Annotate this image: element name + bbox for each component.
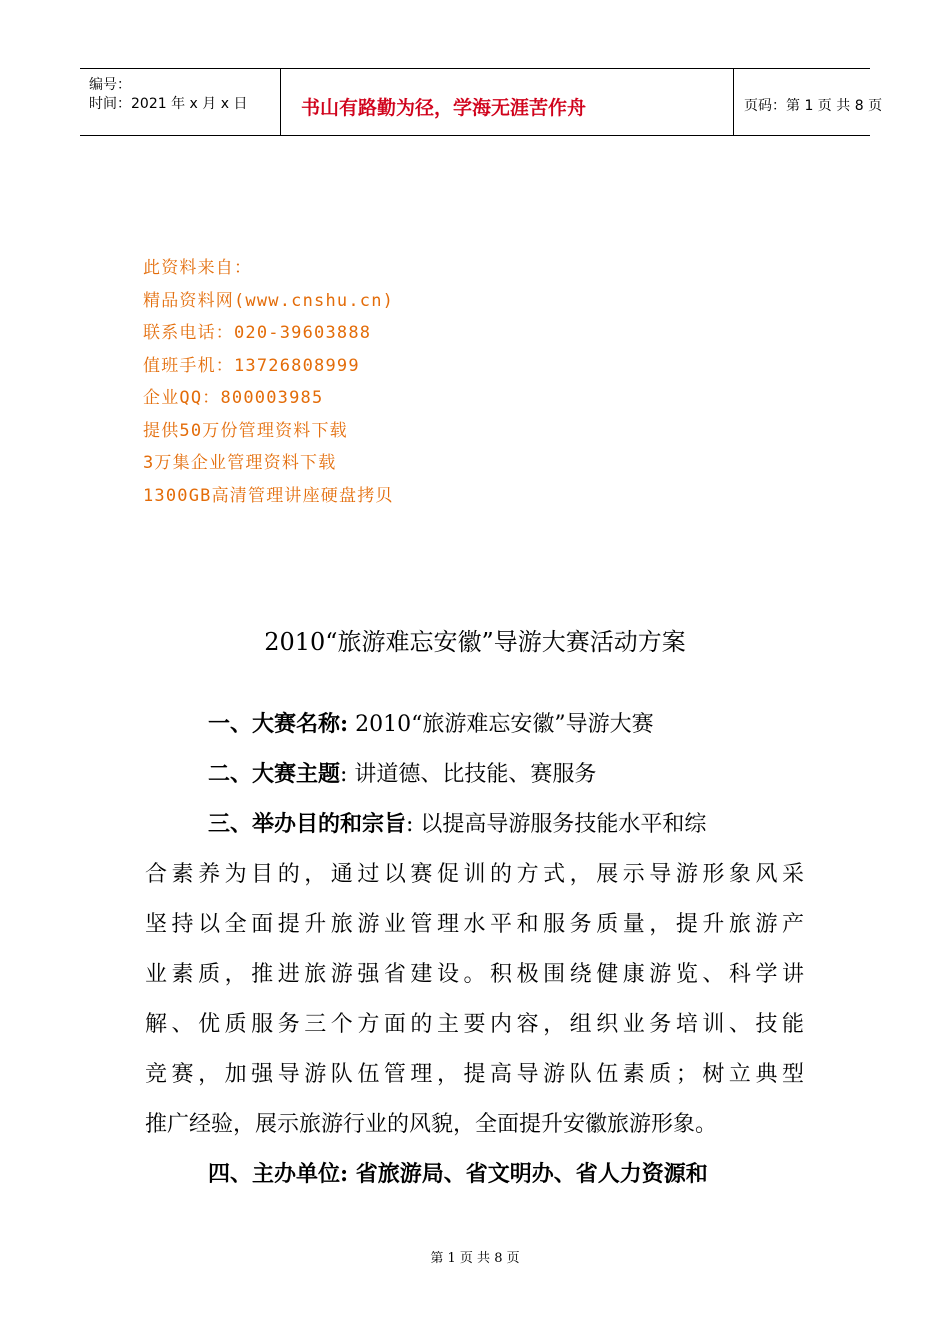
section-text: : 讲道德、比技能、赛服务 [340,762,597,787]
header-right-cell [734,69,883,135]
page-footer: 第 1 页 共 8 页 [430,1251,520,1266]
paragraph-line: 解、优质服务三个方面的主要内容，组织业务培训、技能 [145,1012,804,1037]
section-text: 2010“旅游难忘安徽”导游大赛 [348,712,654,737]
source-line-mobile: 值班手机：13726808999 [143,355,360,376]
source-line-offer-1: 提供50万份管理资料下载 [143,420,348,441]
source-info-block [143,252,394,512]
source-line-phone: 联系电话：020-39603888 [143,323,372,343]
source-line-website: 精品资料网(www.cnshu.cn) [143,290,395,311]
paragraph-line: 推广经验，展示旅游行业的风貌，全面提升安徽旅游形象。 [145,1112,718,1137]
header-table [80,68,883,136]
source-line-origin: 此资料来自： [143,258,253,278]
section-heading: 三、举办目的和宗旨 [208,811,407,837]
document-title: 2010“旅游难忘安徽”导游大赛活动方案 [264,628,686,656]
paragraph-line: 业素质，推进旅游强省建设。积极围绕健康游览、科学讲 [145,962,804,987]
header-middle-cell [281,69,734,135]
paragraph-line: 竞赛，加强导游队伍管理，提高导游队伍素质；树立典型 [145,1062,804,1087]
paragraph-line: 坚持以全面提升旅游业管理水平和服务质量，提升旅游产 [145,912,804,937]
document-code-label: 编号： [89,77,131,93]
paragraph-line: 合素养为目的，通过以赛促训的方式，展示导游形象风采 [145,862,804,887]
source-line-qq: 企业QQ：800003985 [143,388,324,408]
section-heading: 一、大赛名称: [208,711,349,737]
section-contest-name [208,707,654,738]
section-text: : 以提高导游服务技能水平和综 [406,812,707,837]
source-line-offer-2: 3万集企业管理资料下载 [143,453,337,473]
section-heading: 二、大赛主题 [208,761,341,787]
header-page-number: 页码：第 1 页 共 8 页 [744,98,883,114]
section-text: 省旅游局、省文明办、省人力资源和 [348,1161,708,1187]
section-contest-theme [208,757,596,788]
header-motto: 书山有路勤为径，学海无涯苦作舟 [301,97,587,119]
section-organizers [208,1157,708,1188]
section-heading: 四、主办单位: [208,1161,349,1187]
source-line-offer-3: 1300GB高清管理讲座硬盘拷贝 [143,485,394,506]
header-left-cell [80,69,281,135]
document-time-label: 时间：2021 年 x 月 x 日 [89,96,248,112]
section-purpose [208,807,706,838]
